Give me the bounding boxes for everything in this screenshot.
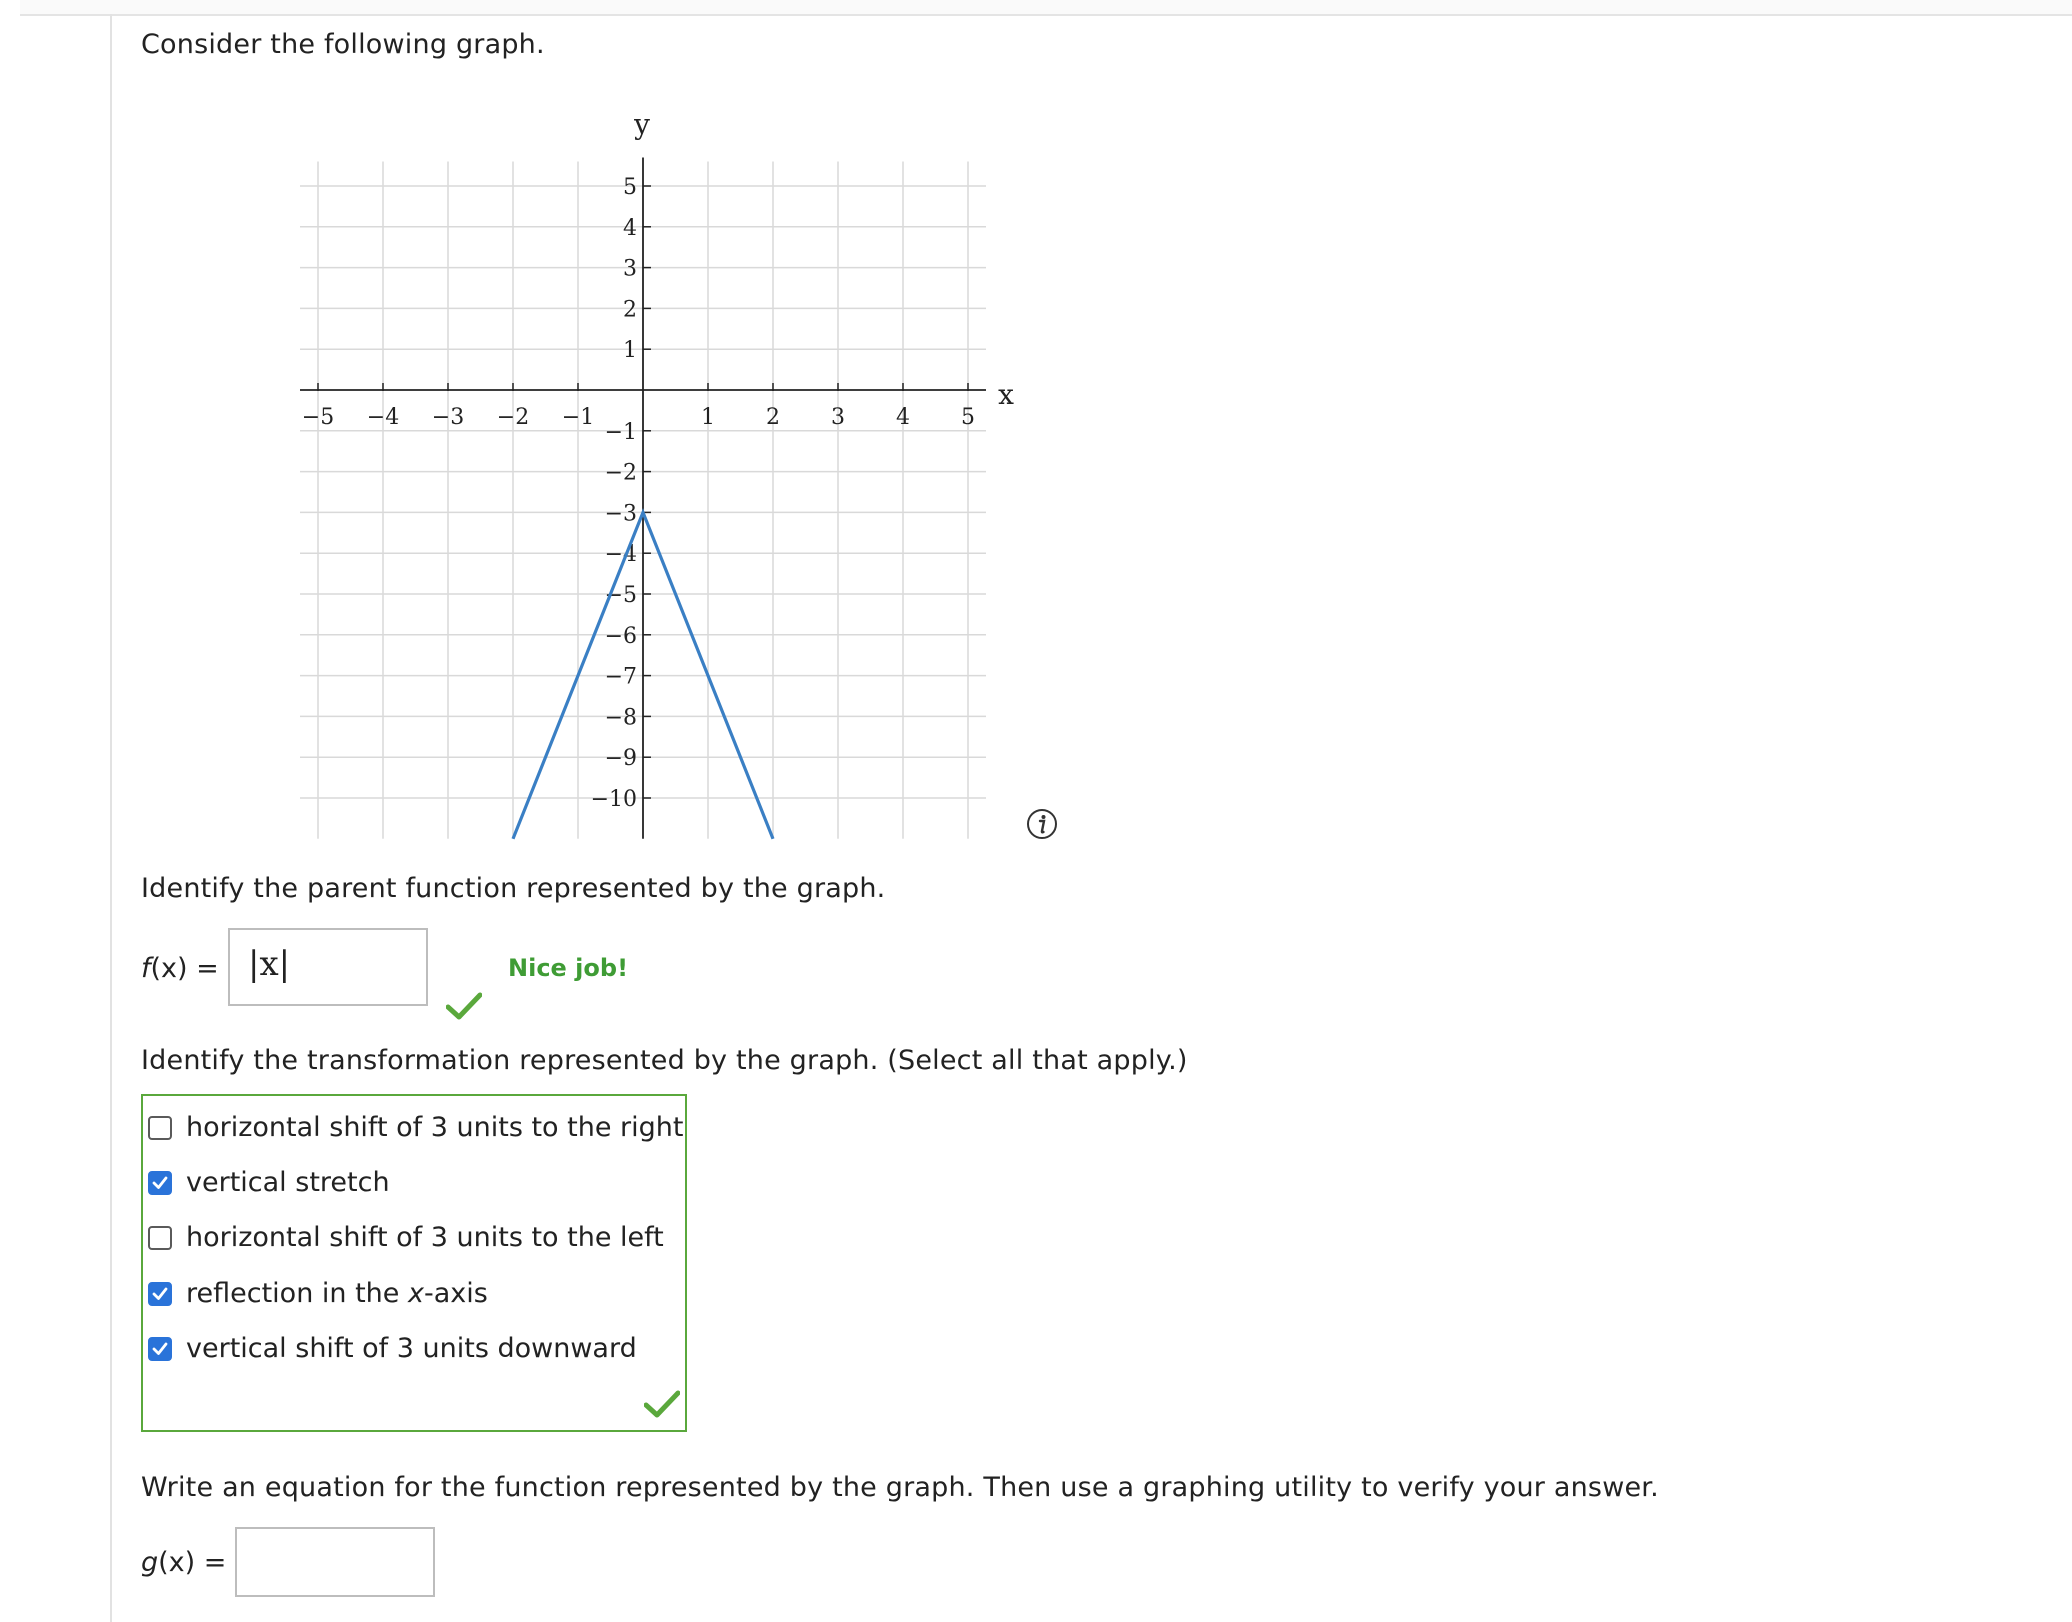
y-tick-label: 4 [623, 215, 637, 241]
intro-text: Consider the following graph. [141, 29, 545, 60]
x-tick-label: 5 [961, 405, 975, 430]
checkmark-icon [644, 1390, 680, 1418]
option-label: vertical shift of 3 units downward [186, 1333, 637, 1364]
g-label [141, 1546, 226, 1580]
option-label-var: x [407, 1278, 424, 1309]
option-label-post: -axis [423, 1278, 488, 1309]
info-icon[interactable] [1026, 808, 1058, 840]
option-horizontal-left[interactable] [148, 1221, 664, 1255]
y-tick-label: −8 [604, 705, 637, 731]
y-tick-label: 2 [623, 297, 637, 323]
y-axis-label: y [634, 108, 650, 141]
option-horizontal-right[interactable] [148, 1111, 683, 1145]
checkmark-icon [446, 992, 482, 1020]
x-tick-label: −3 [431, 405, 465, 430]
y-tick-label: 1 [623, 338, 637, 364]
checkbox-horizontal-left[interactable] [148, 1226, 172, 1250]
x-tick-label: 3 [831, 405, 845, 430]
top-bar [20, 0, 2072, 16]
y-tick-label: −9 [604, 746, 637, 772]
checkbox-reflection-x[interactable] [148, 1282, 172, 1306]
y-tick-label: −4 [604, 542, 637, 568]
f-label-fn: f [141, 953, 151, 984]
y-tick-label: −2 [604, 460, 637, 486]
y-tick-label: 3 [623, 256, 637, 282]
y-tick-label: −10 [590, 787, 637, 812]
q2-prompt: Identify the transformation represented by the graph. (Select all that apply.) [141, 1045, 1188, 1076]
y-tick-label: 5 [623, 175, 637, 200]
option-label: horizontal shift of 3 units to the right [186, 1112, 684, 1143]
f-answer-field[interactable] [228, 928, 428, 1006]
graph-axes [300, 157, 986, 838]
feedback-text: Nice job! [508, 954, 629, 982]
check-icon [152, 1341, 168, 1357]
option-label: horizontal shift of 3 units to the left [186, 1222, 664, 1253]
g-label-rest: (x) = [158, 1547, 227, 1578]
x-tick-label: 2 [766, 405, 780, 430]
option-label [186, 1277, 488, 1311]
q1-prompt: Identify the parent function represented by the graph. [141, 873, 886, 904]
option-vertical-stretch[interactable] [148, 1166, 390, 1200]
y-tick-label: −7 [604, 664, 637, 690]
g-label-fn: g [141, 1547, 159, 1578]
option-label: vertical stretch [186, 1167, 390, 1198]
q3-prompt: Write an equation for the function represented by the graph. Then use a graphing utility to verify your answer. [141, 1472, 1659, 1503]
f-label [141, 952, 219, 986]
option-reflection-x[interactable] [148, 1277, 488, 1311]
y-tick-label: −5 [604, 583, 637, 608]
x-tick-label: −4 [366, 405, 400, 430]
checkbox-vertical-down[interactable] [148, 1337, 172, 1361]
y-tick-label: −6 [604, 623, 637, 649]
option-vertical-down[interactable] [148, 1332, 637, 1366]
check-icon [152, 1175, 168, 1191]
x-tick-label: −1 [561, 405, 595, 430]
x-tick-label: −2 [496, 405, 530, 430]
check-icon [152, 1286, 168, 1302]
y-tick-label: −3 [604, 501, 637, 527]
option-label-pre: reflection in the [186, 1278, 408, 1309]
checkbox-vertical-stretch[interactable] [148, 1171, 172, 1195]
f-label-rest: (x) = [150, 953, 219, 984]
y-tick-label: −1 [604, 419, 637, 445]
left-rule [110, 14, 112, 1622]
x-tick-label: 1 [701, 405, 715, 430]
x-tick-label: −5 [301, 405, 335, 430]
checkbox-horizontal-right[interactable] [148, 1116, 172, 1140]
x-tick-label: 4 [896, 405, 910, 430]
g-answer-field[interactable] [235, 1527, 435, 1597]
function-graph [280, 100, 1060, 840]
f-answer-value: |x| [248, 944, 291, 984]
x-axis-label: x [998, 378, 1014, 411]
